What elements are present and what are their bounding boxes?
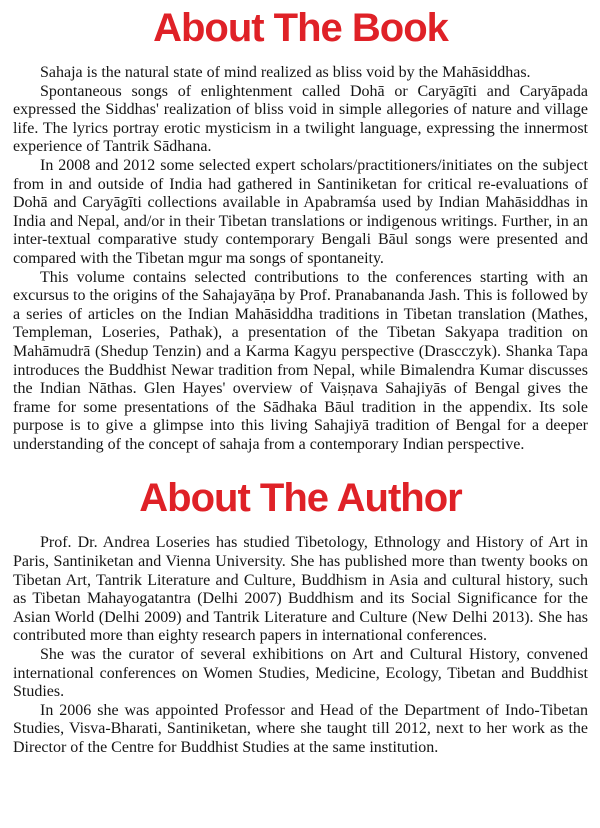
book-paragraph-3: In 2008 and 2012 some selected expert scholars/practitioners/initiates on the subject from in and outside of India had gathered in Santiniketan for critical re-evaluations of Dohā and Caryāgīti collections available in Apabramśa used by Indian Mahāsiddhas in India and Nepal, and/or in their Tibetan translations or indigenous writings. Further, in an inter-textual comparative study contemporary Bengali Bāul songs were presented and compared with the Tibetan mgur ma songs of spontaneity. bbox=[13, 156, 588, 267]
author-paragraph-1: Prof. Dr. Andrea Loseries has studied Tibetology, Ethnology and History of Art in Paris, Santiniketan and Vienna University. She has published more than twenty books on Tibetan Art, Tantrik Literature and Culture, Buddhism in Asia and cultural history, such as Tibetan Mahayogatantra (Delhi 2007) Buddhism and its Social Significance for the Asian World (Delhi 2009) and Tantrik Literature and Culture (New Delhi 2013). She has contributed more than eighty research papers in international conferences. bbox=[13, 534, 588, 645]
about-the-author-section bbox=[13, 475, 588, 757]
book-paragraph-1: Sahaja is the natural state of mind realized as bliss void by the Mahāsiddhas. bbox=[40, 64, 531, 81]
about-the-book-section bbox=[13, 5, 588, 454]
about-the-author-heading: About The Author bbox=[139, 476, 462, 521]
about-the-book-heading: About The Book bbox=[153, 6, 448, 50]
author-paragraph-3: In 2006 she was appointed Professor and Head of the Department of Indo-Tibetan Studies, Visva-Bharati, Santiniketan, where she taught till 2012, next to her work as the Director of the Centre for Buddhist Studies at the same institution. bbox=[13, 701, 588, 756]
book-paragraph-4: This volume contains selected contributions to the conferences starting with an excursus to the origins of the Sahajayāṇa by Prof. Pranabananda Jash. This is followed by a series of articles on the Indian Mahāsiddha traditions in Tibetan translation (Mathes, Templeman, Loseries, Pathak), a presentation of the Tibetan Sakyapa tradition on Mahāmudrā (Shedup Tenzin) and a Karma Kagyu perspective (Drascczyk). Shanka Tapa introduces the Buddhist Newar tradition from Nepal, while Bimalendra Kumar discusses the Indian Nāthas. Glen Hayes' overview of Vaiṣṇava Sahajiyās of Bengal gives the frame for some presentations of the Sādhaka Bāul tradition in the appendix. Its sole purpose is to give a glimpse into this living Sahajiyā tradition of Bengal for a deeper understanding of the concept of sahaja from a contemporary Indian perspective. bbox=[13, 268, 588, 453]
book-paragraph-2: Spontaneous songs of enlightenment called Dohā or Caryāgīti and Caryāpada expressed the Siddhas' realization of bliss void in simple allegories of nature and village life. The lyrics portray erotic mysticism in a twilight language, expressing the innermost experience of Tantrik Sādhana. bbox=[13, 82, 588, 156]
author-paragraph-2: She was the curator of several exhibitions on Art and Cultural History, convened international conferences on Women Studies, Medicine, Ecology, Tibetan and Buddhist Studies. bbox=[13, 646, 588, 701]
